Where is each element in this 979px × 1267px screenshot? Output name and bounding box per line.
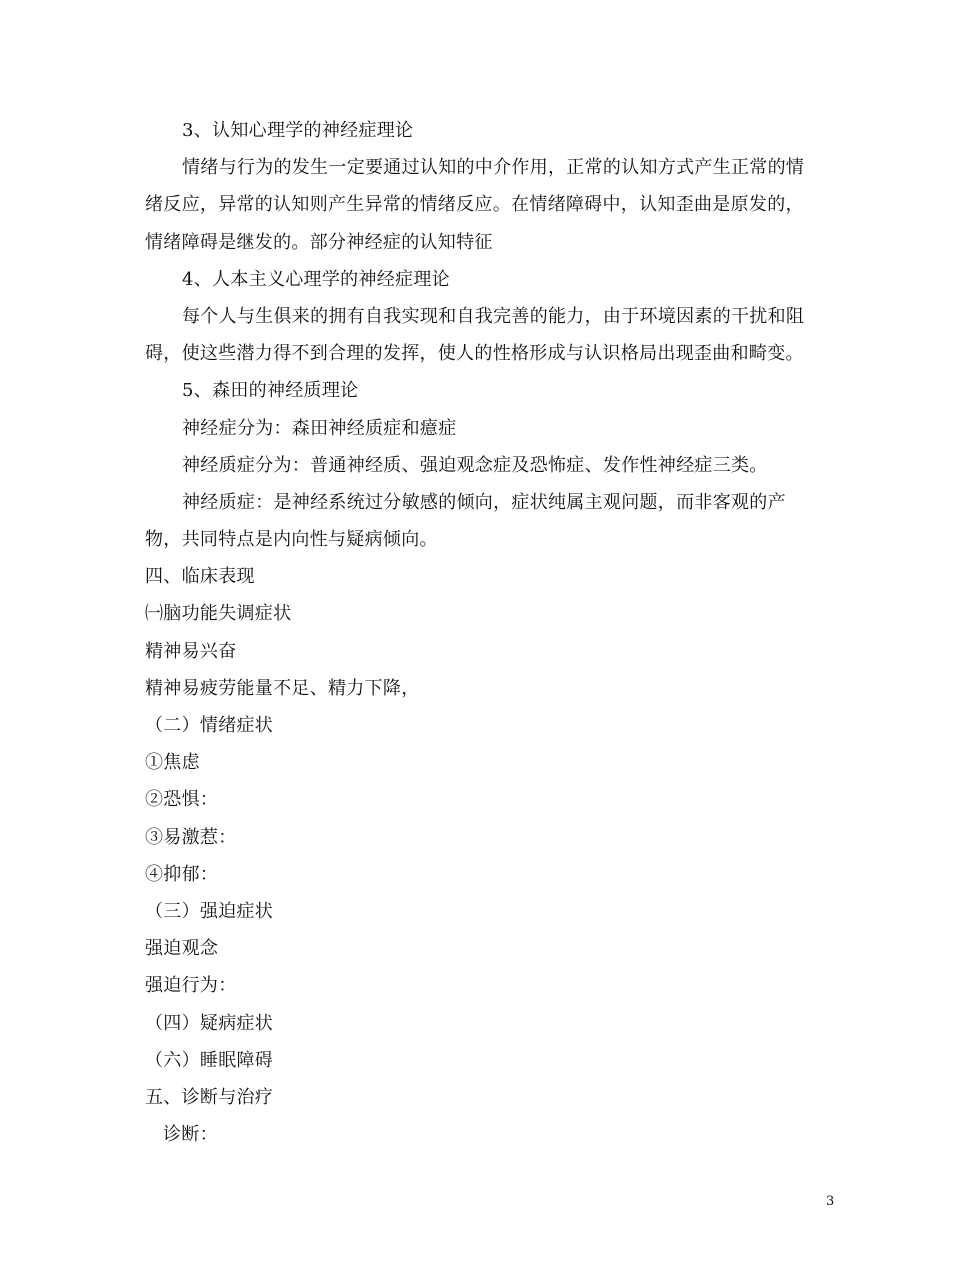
paragraph-line: 每个人与生俱来的拥有自我实现和自我完善的能力，由于环境因素的干扰和阻	[182, 305, 805, 327]
heading-humanistic-theory: 4、人本主义心理学的神经症理论	[182, 268, 450, 290]
list-item: 强迫观念	[145, 938, 219, 960]
list-item: ①焦虑	[145, 752, 200, 774]
paragraph-line: 物，共同特点是内向性与疑病倾向。	[145, 529, 438, 551]
subsection-heading: （二）情绪症状	[145, 715, 274, 736]
paragraph-line: 神经质症分为：普通神经质、强迫观念症及恐怖症、发作性神经症三类。	[182, 454, 768, 476]
list-item: 精神易兴奋	[145, 640, 237, 662]
subsection-heading: ㈠脑功能失调症状	[145, 603, 292, 625]
paragraph-line: 情绪障碍是继发的。部分神经症的认知特征	[145, 231, 493, 253]
document-body	[145, 112, 845, 1153]
list-item: ④抑郁：	[145, 863, 219, 885]
section-heading-clinical: 四、临床表现	[145, 566, 255, 588]
heading-morita-theory: 5、森田的神经质理论	[182, 380, 359, 402]
list-item: 精神易疲劳能量不足、精力下降，	[145, 677, 420, 699]
paragraph-line: 绪反应，异常的认知则产生异常的情绪反应。在情绪障碍中，认知歪曲是原发的，	[145, 194, 804, 216]
paragraph-line: 情绪与行为的发生一定要通过认知的中介作用，正常的认知方式产生正常的情	[182, 157, 805, 179]
heading-cognitive-theory: 3、认知心理学的神经症理论	[182, 120, 414, 141]
paragraph-line: 碍，使这些潜力得不到合理的发挥，使人的性格形成与认识格局出现歪曲和畸变。	[145, 343, 804, 365]
list-item: ③易激惹：	[145, 826, 237, 848]
page-number: 3	[826, 1194, 835, 1209]
section-heading-diagnosis: 五、诊断与治疗	[145, 1086, 274, 1108]
list-item: 强迫行为：	[145, 975, 237, 997]
list-item: ②恐惧：	[145, 789, 219, 811]
list-item: 诊断：	[163, 1124, 218, 1146]
subsection-heading: （六）睡眠障碍	[145, 1049, 274, 1071]
subsection-heading: （四）疑病症状	[145, 1012, 274, 1034]
paragraph-line: 神经质症：是神经系统过分敏感的倾向，症状纯属主观问题，而非客观的产	[182, 491, 786, 513]
subsection-heading: （三）强迫症状	[145, 900, 274, 922]
paragraph-line: 神经症分为：森田神经质症和癔症	[182, 417, 457, 439]
